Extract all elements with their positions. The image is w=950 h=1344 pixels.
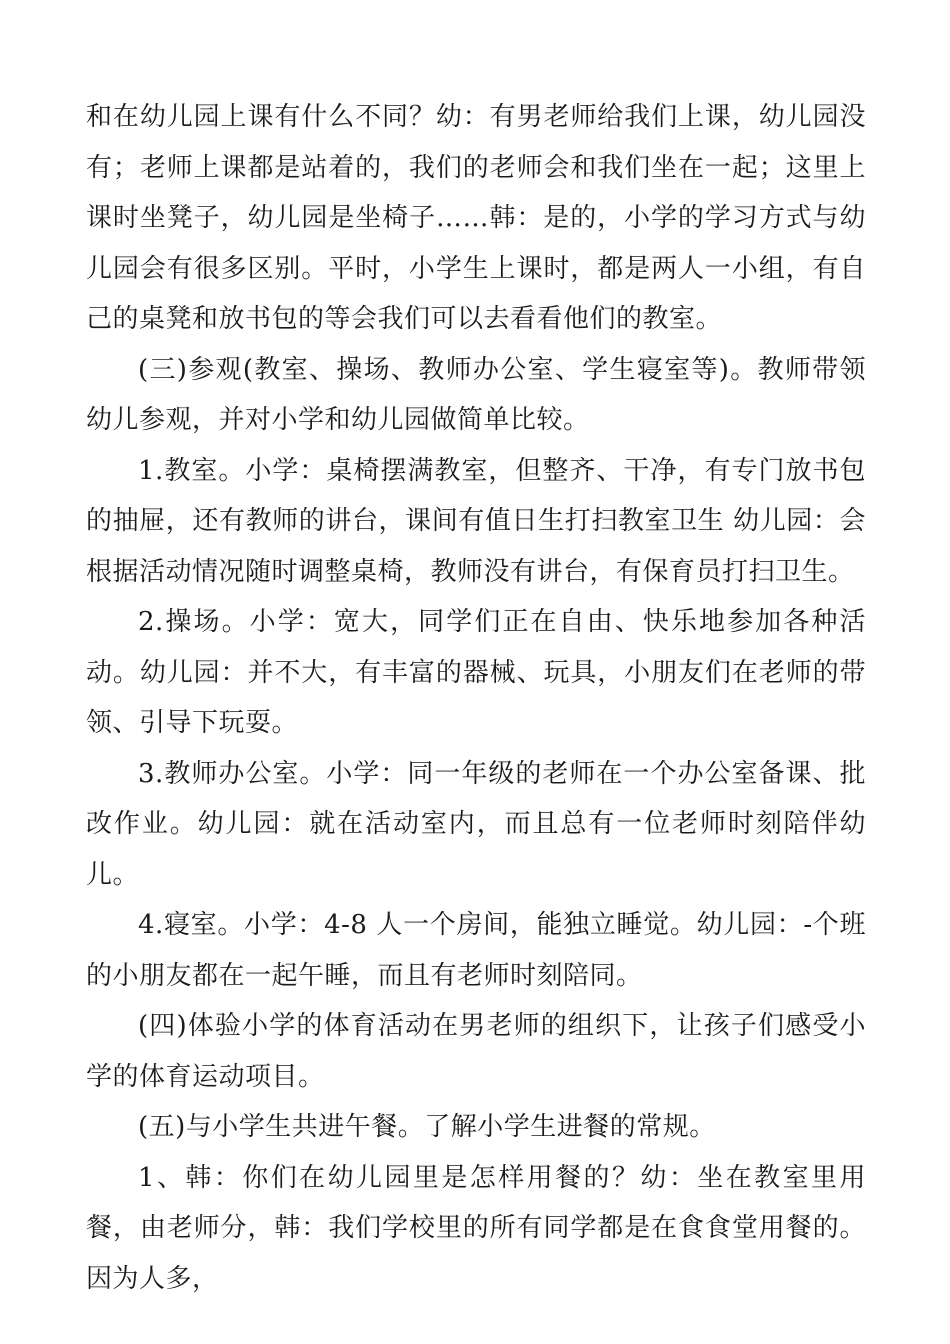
paragraph-section-three-visit: (三)参观(教室、操场、教师办公室、学生寝室等)。教师带领幼儿参观，并对小学和幼儿园做简单比较。 bbox=[86, 354, 866, 435]
paragraph-classroom: 1.教室。小学：桌椅摆满教室，但整齐、干净，有专门放书包的抽屉，还有教师的讲台，课间有值日生打扫教室卫生 幼儿园：会根据活动情况随时调整桌椅，教师没有讲台，有保育员打扫卫生。 bbox=[86, 455, 866, 587]
paragraph-comparison-intro: 和在幼儿园上课有什么不同？幼：有男老师给我们上课，幼儿园没有；老师上课都是站着的，我们的老师会和我们坐在一起；这里上课时坐凳子，幼儿园是坐椅子……韩：是的，小学的学习方式与幼儿园会有很多区别。平时，小学生上课时，都是两人一小组，有自己的桌凳和放书包的等会我们可以去看看他们的教室。 bbox=[86, 102, 866, 334]
paragraph-teacher-office: 3.教师办公室。小学：同一年级的老师在一个办公室备课、批改作业。幼儿园：就在活动室内，而且总有一位老师时刻陪伴幼儿。 bbox=[86, 758, 866, 890]
paragraph-dormitory: 4.寝室。小学：4-8 人一个房间，能独立睡觉。幼儿园：-个班的小朋友都在一起午睡，而且有老师时刻陪同。 bbox=[86, 910, 866, 991]
document-body bbox=[86, 92, 866, 1304]
paragraph-dining-dialogue: 1、韩：你们在幼儿园里是怎样用餐的？幼：坐在教室里用餐，由老师分，韩：我们学校里的所有同学都是在食食堂用餐的。因为人多， bbox=[86, 1162, 866, 1294]
paragraph-playground: 2.操场。小学：宽大，同学们正在自由、快乐地参加各种活动。幼儿园：并不大，有丰富的器械、玩具，小朋友们在老师的带领、引导下玩耍。 bbox=[86, 607, 866, 738]
paragraph-section-five-lunch: (五)与小学生共进午餐。了解小学生进餐的常规。 bbox=[138, 1112, 716, 1142]
paragraph-section-four-sports: (四)体验小学的体育活动在男老师的组织下，让孩子们感受小学的体育运动项目。 bbox=[86, 1011, 866, 1092]
